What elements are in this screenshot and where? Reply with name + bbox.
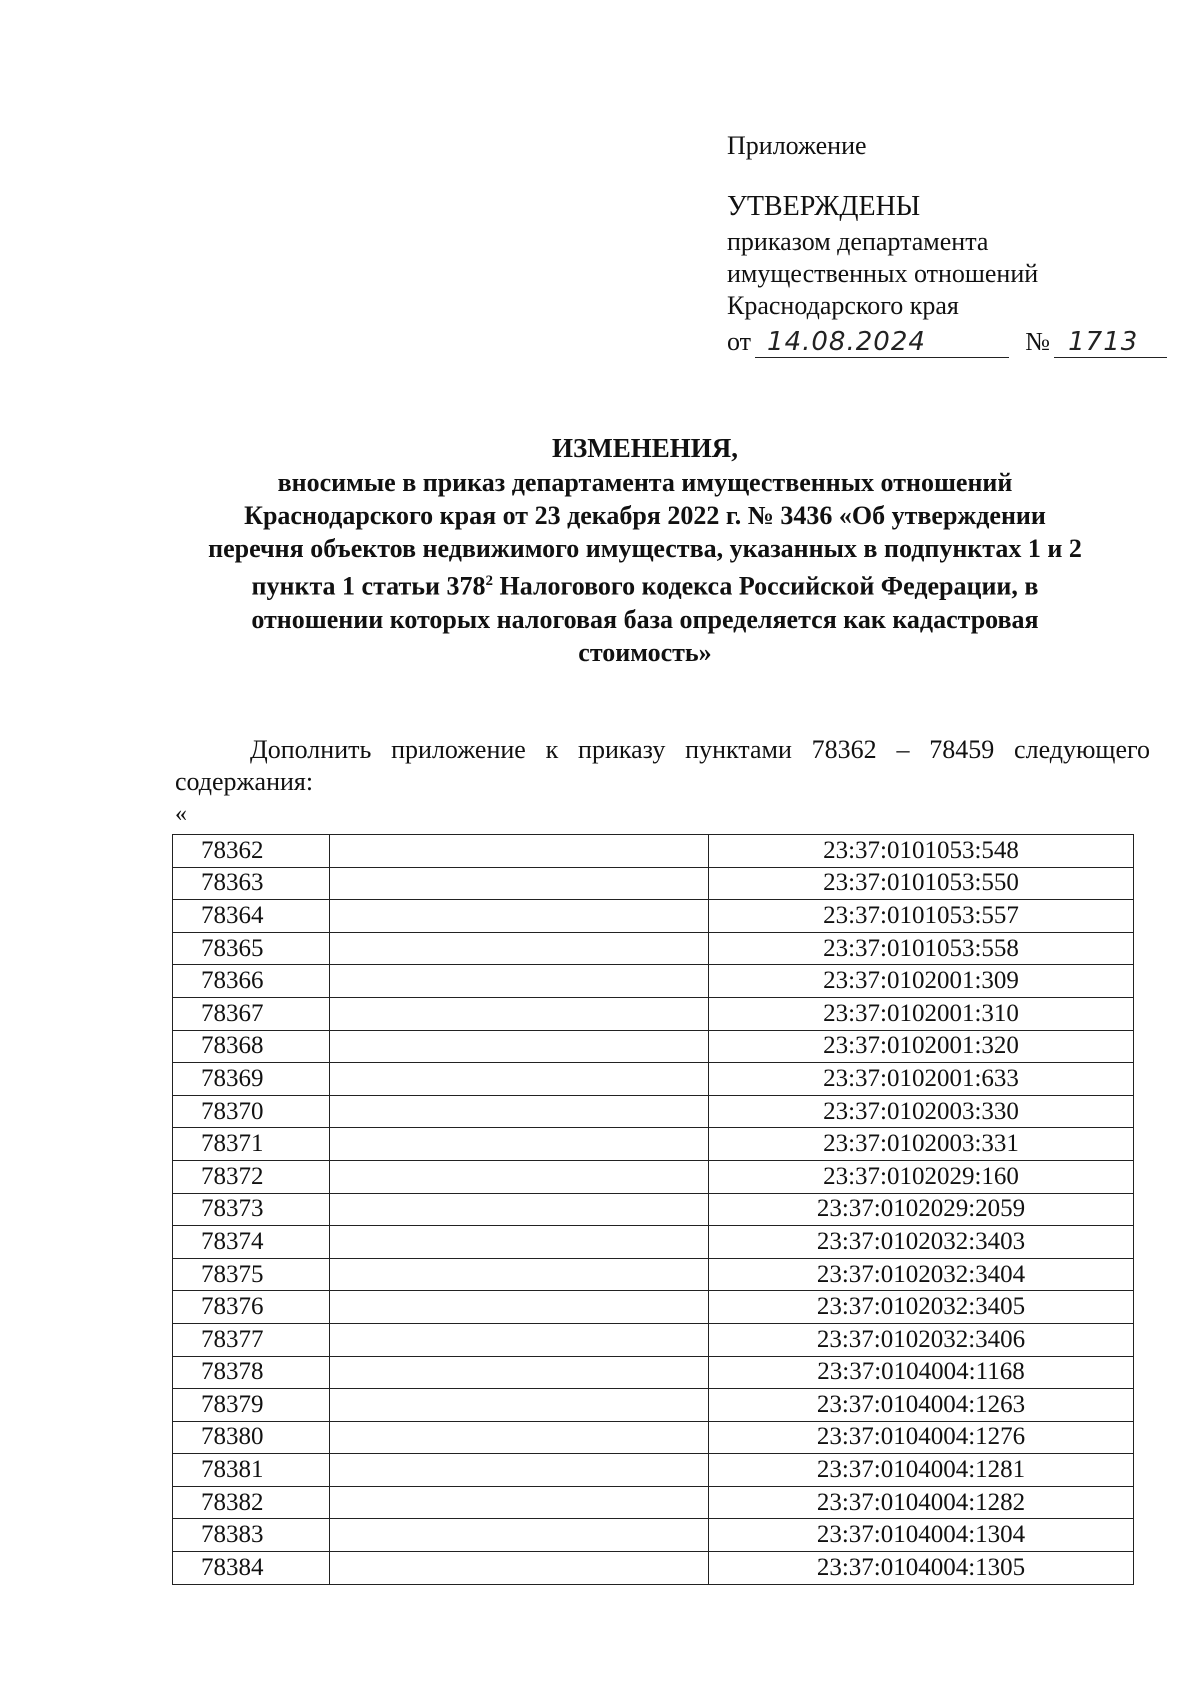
row-number: 78363 xyxy=(173,867,330,900)
row-number: 78376 xyxy=(173,1291,330,1324)
table-row xyxy=(173,1486,1134,1519)
empty-cell xyxy=(330,900,709,933)
cadastral-number: 23:37:0104004:1304 xyxy=(709,1519,1134,1552)
number-label: № xyxy=(1025,327,1051,356)
empty-cell xyxy=(330,1519,709,1552)
cadastral-number: 23:37:0104004:1276 xyxy=(709,1421,1134,1454)
empty-cell xyxy=(330,1193,709,1226)
appendix-label: Приложение xyxy=(727,131,867,160)
cadastral-number: 23:37:0101053:548 xyxy=(709,835,1134,868)
empty-cell xyxy=(330,1486,709,1519)
table-row xyxy=(173,1258,1134,1291)
intro-line: Дополнить приложение к приказу пунктами 78362 – 78459 следующего xyxy=(250,735,1150,764)
heading-line-part: пункта 1 статьи 378 xyxy=(251,571,486,601)
row-number: 78369 xyxy=(173,1063,330,1096)
table-row xyxy=(173,1356,1134,1389)
cadastral-number: 23:37:0102003:330 xyxy=(709,1095,1134,1128)
empty-cell xyxy=(330,965,709,998)
cadastral-number: 23:37:0102029:160 xyxy=(709,1160,1134,1193)
cadastral-number: 23:37:0102032:3403 xyxy=(709,1226,1134,1259)
empty-cell xyxy=(330,997,709,1030)
cadastral-number: 23:37:0102001:633 xyxy=(709,1063,1134,1096)
handwritten-date: 14.08.2024 xyxy=(755,327,1009,358)
row-number: 78364 xyxy=(173,900,330,933)
table-body xyxy=(173,835,1134,1585)
cadastral-number: 23:37:0102001:310 xyxy=(709,997,1134,1030)
table-row xyxy=(173,1226,1134,1259)
cadastral-number: 23:37:0102032:3404 xyxy=(709,1258,1134,1291)
empty-cell xyxy=(330,1063,709,1096)
empty-cell xyxy=(330,1030,709,1063)
approved-by-line: имущественных отношений xyxy=(727,259,1039,288)
approved-by-line: Краснодарского края xyxy=(727,291,959,320)
empty-cell xyxy=(330,1323,709,1356)
intro-line: содержания: xyxy=(175,767,314,796)
empty-cell xyxy=(330,1454,709,1487)
empty-cell xyxy=(330,1356,709,1389)
row-number: 78366 xyxy=(173,965,330,998)
table-row xyxy=(173,1193,1134,1226)
table-row xyxy=(173,1454,1134,1487)
heading-line: перечня объектов недвижимого имущества, указанных в подпунктах 1 и 2 xyxy=(208,534,1082,563)
approved-by-line: приказом департамента xyxy=(727,227,989,256)
table-row xyxy=(173,1323,1134,1356)
row-number: 78383 xyxy=(173,1519,330,1552)
row-number: 78375 xyxy=(173,1258,330,1291)
table-row xyxy=(173,1160,1134,1193)
empty-cell xyxy=(330,1552,709,1585)
document-heading xyxy=(175,432,1115,669)
row-number: 78370 xyxy=(173,1095,330,1128)
row-number: 78379 xyxy=(173,1389,330,1422)
cadastral-number: 23:37:0101053:558 xyxy=(709,932,1134,965)
row-number: 78378 xyxy=(173,1356,330,1389)
intro-paragraph xyxy=(175,734,1150,798)
superscript: 2 xyxy=(485,573,494,589)
row-number: 78368 xyxy=(173,1030,330,1063)
date-prefix: от xyxy=(727,327,752,356)
cadastral-number: 23:37:0104004:1282 xyxy=(709,1486,1134,1519)
cadastral-number: 23:37:0104004:1281 xyxy=(709,1454,1134,1487)
table-row xyxy=(173,1389,1134,1422)
empty-cell xyxy=(330,1258,709,1291)
heading-line: Краснодарского края от 23 декабря 2022 г. № 3436 «Об утверждении xyxy=(244,501,1046,530)
approved-label: УТВЕРЖДЕНЫ xyxy=(727,191,921,222)
table-row xyxy=(173,835,1134,868)
empty-cell xyxy=(330,1095,709,1128)
table-row xyxy=(173,1095,1134,1128)
cadastral-number: 23:37:0102001:309 xyxy=(709,965,1134,998)
cadastral-number: 23:37:0104004:1305 xyxy=(709,1552,1134,1585)
cadastral-number: 23:37:0104004:1263 xyxy=(709,1389,1134,1422)
row-number: 78374 xyxy=(173,1226,330,1259)
cadastral-number: 23:37:0104004:1168 xyxy=(709,1356,1134,1389)
cadastral-number: 23:37:0101053:550 xyxy=(709,867,1134,900)
empty-cell xyxy=(330,1291,709,1324)
row-number: 78362 xyxy=(173,835,330,868)
heading-line-part: Налогового кодекса Российской Федерации, в xyxy=(493,571,1039,601)
table-row xyxy=(173,932,1134,965)
handwritten-number: 1713 xyxy=(1054,327,1167,358)
row-number: 78371 xyxy=(173,1128,330,1161)
table-row xyxy=(173,965,1134,998)
row-number: 78367 xyxy=(173,997,330,1030)
empty-cell xyxy=(330,1389,709,1422)
heading-line: вносимые в приказ департамента имущественных отношений xyxy=(277,468,1013,497)
table-row xyxy=(173,1128,1134,1161)
row-number: 78365 xyxy=(173,932,330,965)
heading-title: ИЗМЕНЕНИЯ, xyxy=(551,433,738,463)
table-row xyxy=(173,1552,1134,1585)
table-row xyxy=(173,867,1134,900)
row-number: 78377 xyxy=(173,1323,330,1356)
table-row xyxy=(173,900,1134,933)
approval-block xyxy=(727,130,1167,358)
heading-line: отношении которых налоговая база определяется как кадастровая xyxy=(251,604,1039,634)
row-number: 78382 xyxy=(173,1486,330,1519)
table-row xyxy=(173,1291,1134,1324)
table-row xyxy=(173,997,1134,1030)
table-row xyxy=(173,1030,1134,1063)
empty-cell xyxy=(330,1128,709,1161)
date-number-line xyxy=(727,326,1167,358)
row-number: 78381 xyxy=(173,1454,330,1487)
cadastral-table xyxy=(172,834,1134,1585)
empty-cell xyxy=(330,1226,709,1259)
empty-cell xyxy=(330,1160,709,1193)
empty-cell xyxy=(330,1421,709,1454)
row-number: 78380 xyxy=(173,1421,330,1454)
open-quote: « xyxy=(175,801,187,827)
table-row xyxy=(173,1519,1134,1552)
row-number: 78384 xyxy=(173,1552,330,1585)
empty-cell xyxy=(330,835,709,868)
cadastral-number: 23:37:0102003:331 xyxy=(709,1128,1134,1161)
row-number: 78372 xyxy=(173,1160,330,1193)
row-number: 78373 xyxy=(173,1193,330,1226)
heading-line xyxy=(175,565,1115,603)
cadastral-number: 23:37:0102029:2059 xyxy=(709,1193,1134,1226)
heading-line: стоимость» xyxy=(578,637,712,667)
empty-cell xyxy=(330,932,709,965)
empty-cell xyxy=(330,867,709,900)
cadastral-number: 23:37:0102032:3406 xyxy=(709,1323,1134,1356)
table-row xyxy=(173,1063,1134,1096)
table-row xyxy=(173,1421,1134,1454)
cadastral-number: 23:37:0101053:557 xyxy=(709,900,1134,933)
cadastral-number: 23:37:0102032:3405 xyxy=(709,1291,1134,1324)
cadastral-number: 23:37:0102001:320 xyxy=(709,1030,1134,1063)
